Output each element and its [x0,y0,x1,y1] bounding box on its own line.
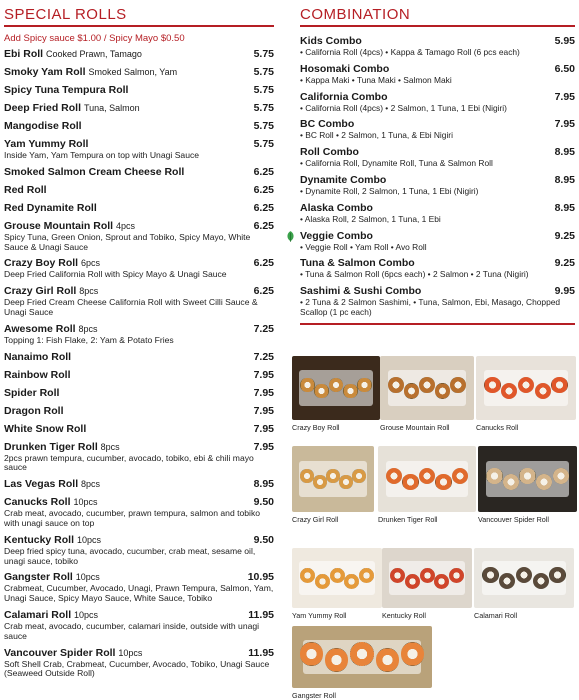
sushi-piece [434,574,449,589]
combo-price: 9.95 [554,285,575,298]
special-roll-name-row [4,387,274,400]
special-roll-description: Topping 1: Fish Flake, 2: Yam & Potato Fries [4,334,174,345]
sushi-piece [300,378,315,393]
roll-photo [378,446,476,524]
sushi-piece [449,568,464,583]
combo-price: 7.95 [554,118,575,131]
special-roll-item [4,369,274,382]
special-roll-name-row [4,102,274,115]
roll-photo [382,548,472,620]
special-roll-price: 6.25 [253,257,274,270]
sushi-piece [313,475,327,489]
special-rolls-list [4,48,274,679]
special-roll-subtitle: 10pcs [74,609,99,620]
special-roll-name: Nanaimo Roll [4,350,72,363]
combo-name: Roll Combo [300,146,359,159]
special-roll-price: 10.95 [247,571,274,584]
sushi-piece [553,468,570,485]
special-roll-subtitle: 8pcs [78,323,98,334]
combo-name: Sashimi & Sushi Combo [300,285,422,298]
special-roll-subtitle: 8pcs [81,479,101,490]
special-roll-name: Kentucky Roll [4,533,75,546]
special-roll-name: Canucks Roll [4,496,71,509]
roll-photo [292,548,382,620]
special-roll-price: 5.75 [253,66,274,78]
special-roll-item [4,166,274,179]
special-roll-description: Deep Fried California Roll with Spicy Mayo & Unagi Sauce [4,269,227,280]
special-roll-price: 6.25 [253,285,274,298]
special-roll-name-row [4,66,274,79]
special-roll-name: Las Vegas Roll [4,478,79,491]
sushi-roll-image [292,356,380,420]
special-roll-name-row [4,220,274,233]
combo-description: • California Roll, Dynamite Roll, Tuna & Salmon Roll [300,158,493,169]
special-roll-item [4,66,274,79]
roll-photo [292,446,374,524]
combo-price: 9.25 [554,257,575,270]
special-roll-price: 6.25 [253,165,274,178]
special-roll-name: Smoked Salmon Cream Cheese Roll [4,165,185,178]
combo-description: • Alaska Roll, 2 Salmon, 1 Tuna, 1 Ebi [300,213,441,224]
special-roll-description: Soft Shell Crab, Crabmeat, Cucumber, Avocado, Tobiko, Unagi Sauce (Seaweed Outside Roll) [4,658,270,679]
sushi-piece [549,567,566,584]
special-roll-item [4,202,274,215]
special-roll-name-row [4,84,274,97]
special-roll-subtitle: 10pcs [76,534,101,545]
special-roll-price: 7.95 [253,404,274,417]
special-roll-name-row [4,120,274,133]
combo-item [300,91,575,114]
special-roll-name: Smoky Yam Roll [4,66,86,78]
special-roll-item [4,571,274,604]
sushi-piece [519,468,536,485]
special-roll-name: Awesome Roll [4,322,76,335]
combo-description: • California Roll (4pcs) • 2 Salmon, 1 Tuna, 1 Ebi (Nigiri) [300,102,507,113]
special-roll-item [4,323,274,346]
sushi-piece [452,468,468,484]
special-roll-price: 11.95 [248,646,274,659]
sushi-roll-image [382,548,472,608]
special-roll-name: Yam Yummy Roll [4,138,89,150]
special-roll-price: 7.95 [253,386,274,399]
combination-title: COMBINATION [300,6,411,23]
roll-photo-gallery [290,356,579,700]
combo-price: 7.95 [554,90,575,103]
special-roll-subtitle: 4pcs [116,220,136,231]
special-roll-subtitle: 10pcs [75,572,100,583]
special-roll-price: 11.95 [248,608,274,621]
sushi-piece [326,469,340,483]
special-roll-item [4,220,274,253]
combo-name-row [300,230,575,243]
sushi-piece [401,642,424,665]
sushi-piece [390,568,405,583]
combo-description: • Dynamite Roll, 2 Salmon, 1 Tuna, 1 Ebi (Nigiri) [300,185,479,196]
combo-item [300,257,575,280]
special-roll-description: Crab meat, avocado, cucumber, prawn tempura, salmon and tobiko with unagi sauce on top [4,508,261,528]
combo-name: Tuna & Salmon Combo [300,257,415,270]
special-roll-price: 8.95 [253,478,274,491]
photo-caption: Grouse Mountain Roll [380,423,450,432]
sushi-piece [388,377,404,393]
special-roll-price: 5.75 [253,84,274,96]
special-roll-price: 9.50 [253,496,274,509]
special-roll-name: Deep Fried Roll [4,102,82,114]
special-roll-item [4,120,274,133]
combo-item [300,202,575,225]
sushi-roll-image [474,548,574,608]
sushi-roll-image [292,446,374,512]
special-roll-price: 6.25 [253,183,274,196]
combo-name-row [300,63,575,76]
combo-price: 8.95 [554,173,575,186]
special-roll-description: Crab meat, avocado, cucumber, calamari inside, outside with unagi sauce [4,620,260,641]
special-rolls-section [4,0,274,684]
special-roll-item [4,441,274,474]
sushi-piece [314,384,329,399]
special-roll-name: Mangodise Roll [4,120,82,132]
special-roll-name-row [4,323,274,336]
combo-name: BC Combo [300,118,355,131]
special-roll-price: 5.75 [253,102,274,114]
special-roll-name: Gangster Roll [4,571,73,584]
special-roll-item [4,647,274,680]
roll-photo [474,548,574,620]
combo-name: Veggie Combo [300,229,373,242]
combo-price: 8.95 [554,146,575,159]
sushi-piece [419,377,435,393]
special-roll-name: Vancouver Spider Roll [4,646,116,659]
combo-item [300,285,575,318]
sushi-piece [300,642,323,665]
special-roll-name: Dragon Roll [4,404,64,417]
special-roll-name-row [4,202,274,215]
combination-list [300,35,575,318]
special-roll-name-row [4,351,274,364]
special-roll-name: Calamari Roll [4,608,72,621]
sushi-roll-image [292,626,432,688]
sushi-piece [300,469,314,483]
roll-photo [478,446,577,524]
photo-caption: Drunken Tiger Roll [378,515,438,524]
sushi-piece [339,475,353,489]
sushi-piece [484,377,501,394]
combo-name-row [300,91,575,104]
special-roll-item [4,405,274,418]
special-roll-description: Crabmeat, Cucumber, Avocado, Unagi, Prawn Tempura, Salmon, Yam, Unagi Sauce, Spicy Mayo Sauce, White Sauce, Tobiko [4,583,274,604]
roll-photo [380,356,474,432]
special-roll-item [4,423,274,436]
special-roll-item [4,387,274,400]
special-roll-price: 7.25 [253,322,274,335]
special-roll-subtitle: 6pcs [81,258,101,269]
sushi-piece [330,568,345,583]
sushi-piece [402,474,418,490]
special-roll-name: Grouse Mountain Roll [4,219,114,232]
photo-caption: Crazy Girl Roll [292,515,339,524]
combo-name: Dynamite Combo [300,173,387,186]
combo-item [300,174,575,197]
special-roll-item [4,478,274,491]
photo-caption: Kentucky Roll [382,611,426,620]
sushi-piece [376,648,399,671]
sushi-piece [420,568,435,583]
special-roll-subtitle: Smoked Salmon, Yam [88,67,178,77]
sushi-roll-image [292,548,382,608]
combo-name: California Combo [300,90,388,103]
combo-name-row [300,202,575,215]
special-roll-description: 2pcs prawn tempura, cucumber, avocado, tobiko, ebi & chili mayo sauce [4,452,254,473]
special-roll-item [4,351,274,364]
combo-name: Alaska Combo [300,201,373,214]
combination-bottom-divider [300,323,575,325]
sushi-piece [482,567,499,584]
special-roll-name-row [4,405,274,418]
special-roll-price: 9.50 [253,533,274,546]
sushi-piece [315,574,330,589]
combo-description: • BC Roll • 2 Salmon, 1 Tuna, & Ebi Nigiri [300,130,453,141]
photo-caption: Yam Yummy Roll [292,611,347,620]
special-roll-price: 5.75 [253,120,274,132]
roll-photo [476,356,576,432]
special-roll-item [4,84,274,97]
sushi-piece [405,574,420,589]
special-roll-price: 7.25 [253,350,274,363]
sushi-piece [325,648,348,671]
sushi-piece [357,378,372,393]
special-roll-price: 6.25 [253,219,274,232]
combo-name: Hosomaki Combo [300,62,390,75]
special-roll-name-row [4,423,274,436]
vegetarian-leaf-icon [286,231,295,242]
special-roll-price: 5.75 [253,48,274,60]
special-roll-name: Crazy Boy Roll [4,257,79,270]
special-roll-subtitle: 10pcs [118,647,143,658]
sushi-piece [551,377,568,394]
special-roll-name-row [4,609,274,622]
sushi-roll-image [476,356,576,420]
special-roll-name: Crazy Girl Roll [4,285,77,298]
sushi-piece [300,568,315,583]
roll-photo [292,626,432,700]
special-roll-name-row [4,478,274,491]
combo-item [300,35,575,58]
combination-divider [300,25,575,27]
sushi-roll-image [378,446,476,512]
combo-description: • 2 Tuna & 2 Salmon Sashimi, • Tuna, Salmon, Ebi, Masago, Chopped Scallop (1 pc each) [300,297,561,317]
combination-section [300,0,575,325]
special-roll-name: Rainbow Roll [4,368,71,381]
sushi-piece [404,383,420,399]
special-roll-price: 7.95 [253,440,274,453]
combo-description: • Tuna & Salmon Roll (6pcs each) • 2 Salmon • 2 Tuna (Nigiri) [300,269,529,280]
sushi-piece [486,468,503,485]
special-roll-price: 7.95 [253,368,274,381]
combo-description: • Kappa Maki • Tuna Maki • Salmon Maki [300,74,452,85]
photo-caption: Calamari Roll [474,611,518,620]
special-roll-price: 6.25 [253,201,274,214]
combo-price: 6.50 [554,62,575,75]
spicy-sauce-note: Add Spicy sauce $1.00 / Spicy Mayo $0.50 [4,33,185,44]
special-roll-name-row [4,369,274,382]
combo-item [300,118,575,141]
special-roll-description: Spicy Tuna, Green Onion, Sprout and Tobiko, Spicy Mayo, White Sauce & Unagi Sauce [4,231,251,252]
special-roll-item [4,285,274,318]
special-roll-name-row [4,166,274,179]
special-roll-name: Spicy Tuna Tempura Roll [4,84,129,96]
photo-caption: Vancouver Spider Roll [478,515,549,524]
special-rolls-title: SPECIAL ROLLS [4,6,127,23]
combo-name: Kids Combo [300,35,362,47]
special-roll-item [4,496,274,529]
sushi-piece [435,474,451,490]
special-roll-name: Ebi Roll [4,48,44,60]
special-roll-item [4,609,274,642]
sushi-roll-image [478,446,577,512]
special-roll-name-row [4,441,274,454]
special-roll-subtitle: 8pcs [79,286,99,297]
sushi-piece [359,568,374,583]
special-roll-name-row [4,184,274,197]
special-rolls-divider [4,25,274,27]
sushi-piece [343,384,358,399]
special-roll-name: White Snow Roll [4,422,87,435]
special-roll-item [4,102,274,115]
roll-photo [292,356,380,432]
photo-caption: Canucks Roll [476,423,519,432]
special-roll-subtitle: Tuna, Salmon [83,103,140,113]
combo-item [300,230,575,253]
special-roll-name: Drunken Tiger Roll [4,440,98,453]
photo-caption: Crazy Boy Roll [292,423,340,432]
sushi-piece [344,574,359,589]
combo-item [300,146,575,169]
special-roll-name: Red Roll [4,183,47,196]
special-roll-description: Deep fried spicy tuna, avocado, cucumber, crab meat, sesame oil, unagi sauce, tobiko [4,545,256,566]
special-roll-name-row [4,534,274,547]
sushi-roll-image [380,356,474,420]
combo-item [300,63,575,86]
combo-price: 5.95 [554,35,575,47]
special-roll-name: Spider Roll [4,386,60,399]
photo-caption: Gangster Roll [292,691,336,700]
special-roll-price: 5.75 [253,138,274,150]
special-roll-item [4,534,274,567]
special-roll-subtitle: 8pcs [100,441,120,452]
sushi-piece [352,469,366,483]
special-roll-price: 7.95 [253,422,274,435]
special-roll-name-row [4,48,274,61]
combo-price: 9.25 [554,229,575,242]
special-roll-item [4,184,274,197]
special-roll-name-row [4,647,274,660]
sushi-piece [450,377,466,393]
combo-price: 8.95 [554,201,575,214]
special-roll-item [4,138,274,161]
sushi-piece [350,642,373,665]
special-roll-item [4,257,274,280]
combo-description: • California Roll (4pcs) • Kappa & Tamago Roll (6 pcs each) [300,47,520,57]
special-roll-description: Deep Fried Cream Cheese California Roll with Sweet Cilli Sauce & Unagi Sauce [4,297,258,317]
special-roll-subtitle: 10pcs [73,497,98,508]
special-roll-name: Red Dynamite Roll [4,201,97,214]
combo-description: • Veggie Roll • Yam Roll • Avo Roll [300,241,427,252]
special-roll-item [4,48,274,61]
sushi-piece [435,383,451,399]
special-roll-description: Inside Yam, Yam Tempura on top with Unagi Sauce [4,150,200,160]
special-roll-subtitle: Cooked Prawn, Tamago [46,49,142,59]
